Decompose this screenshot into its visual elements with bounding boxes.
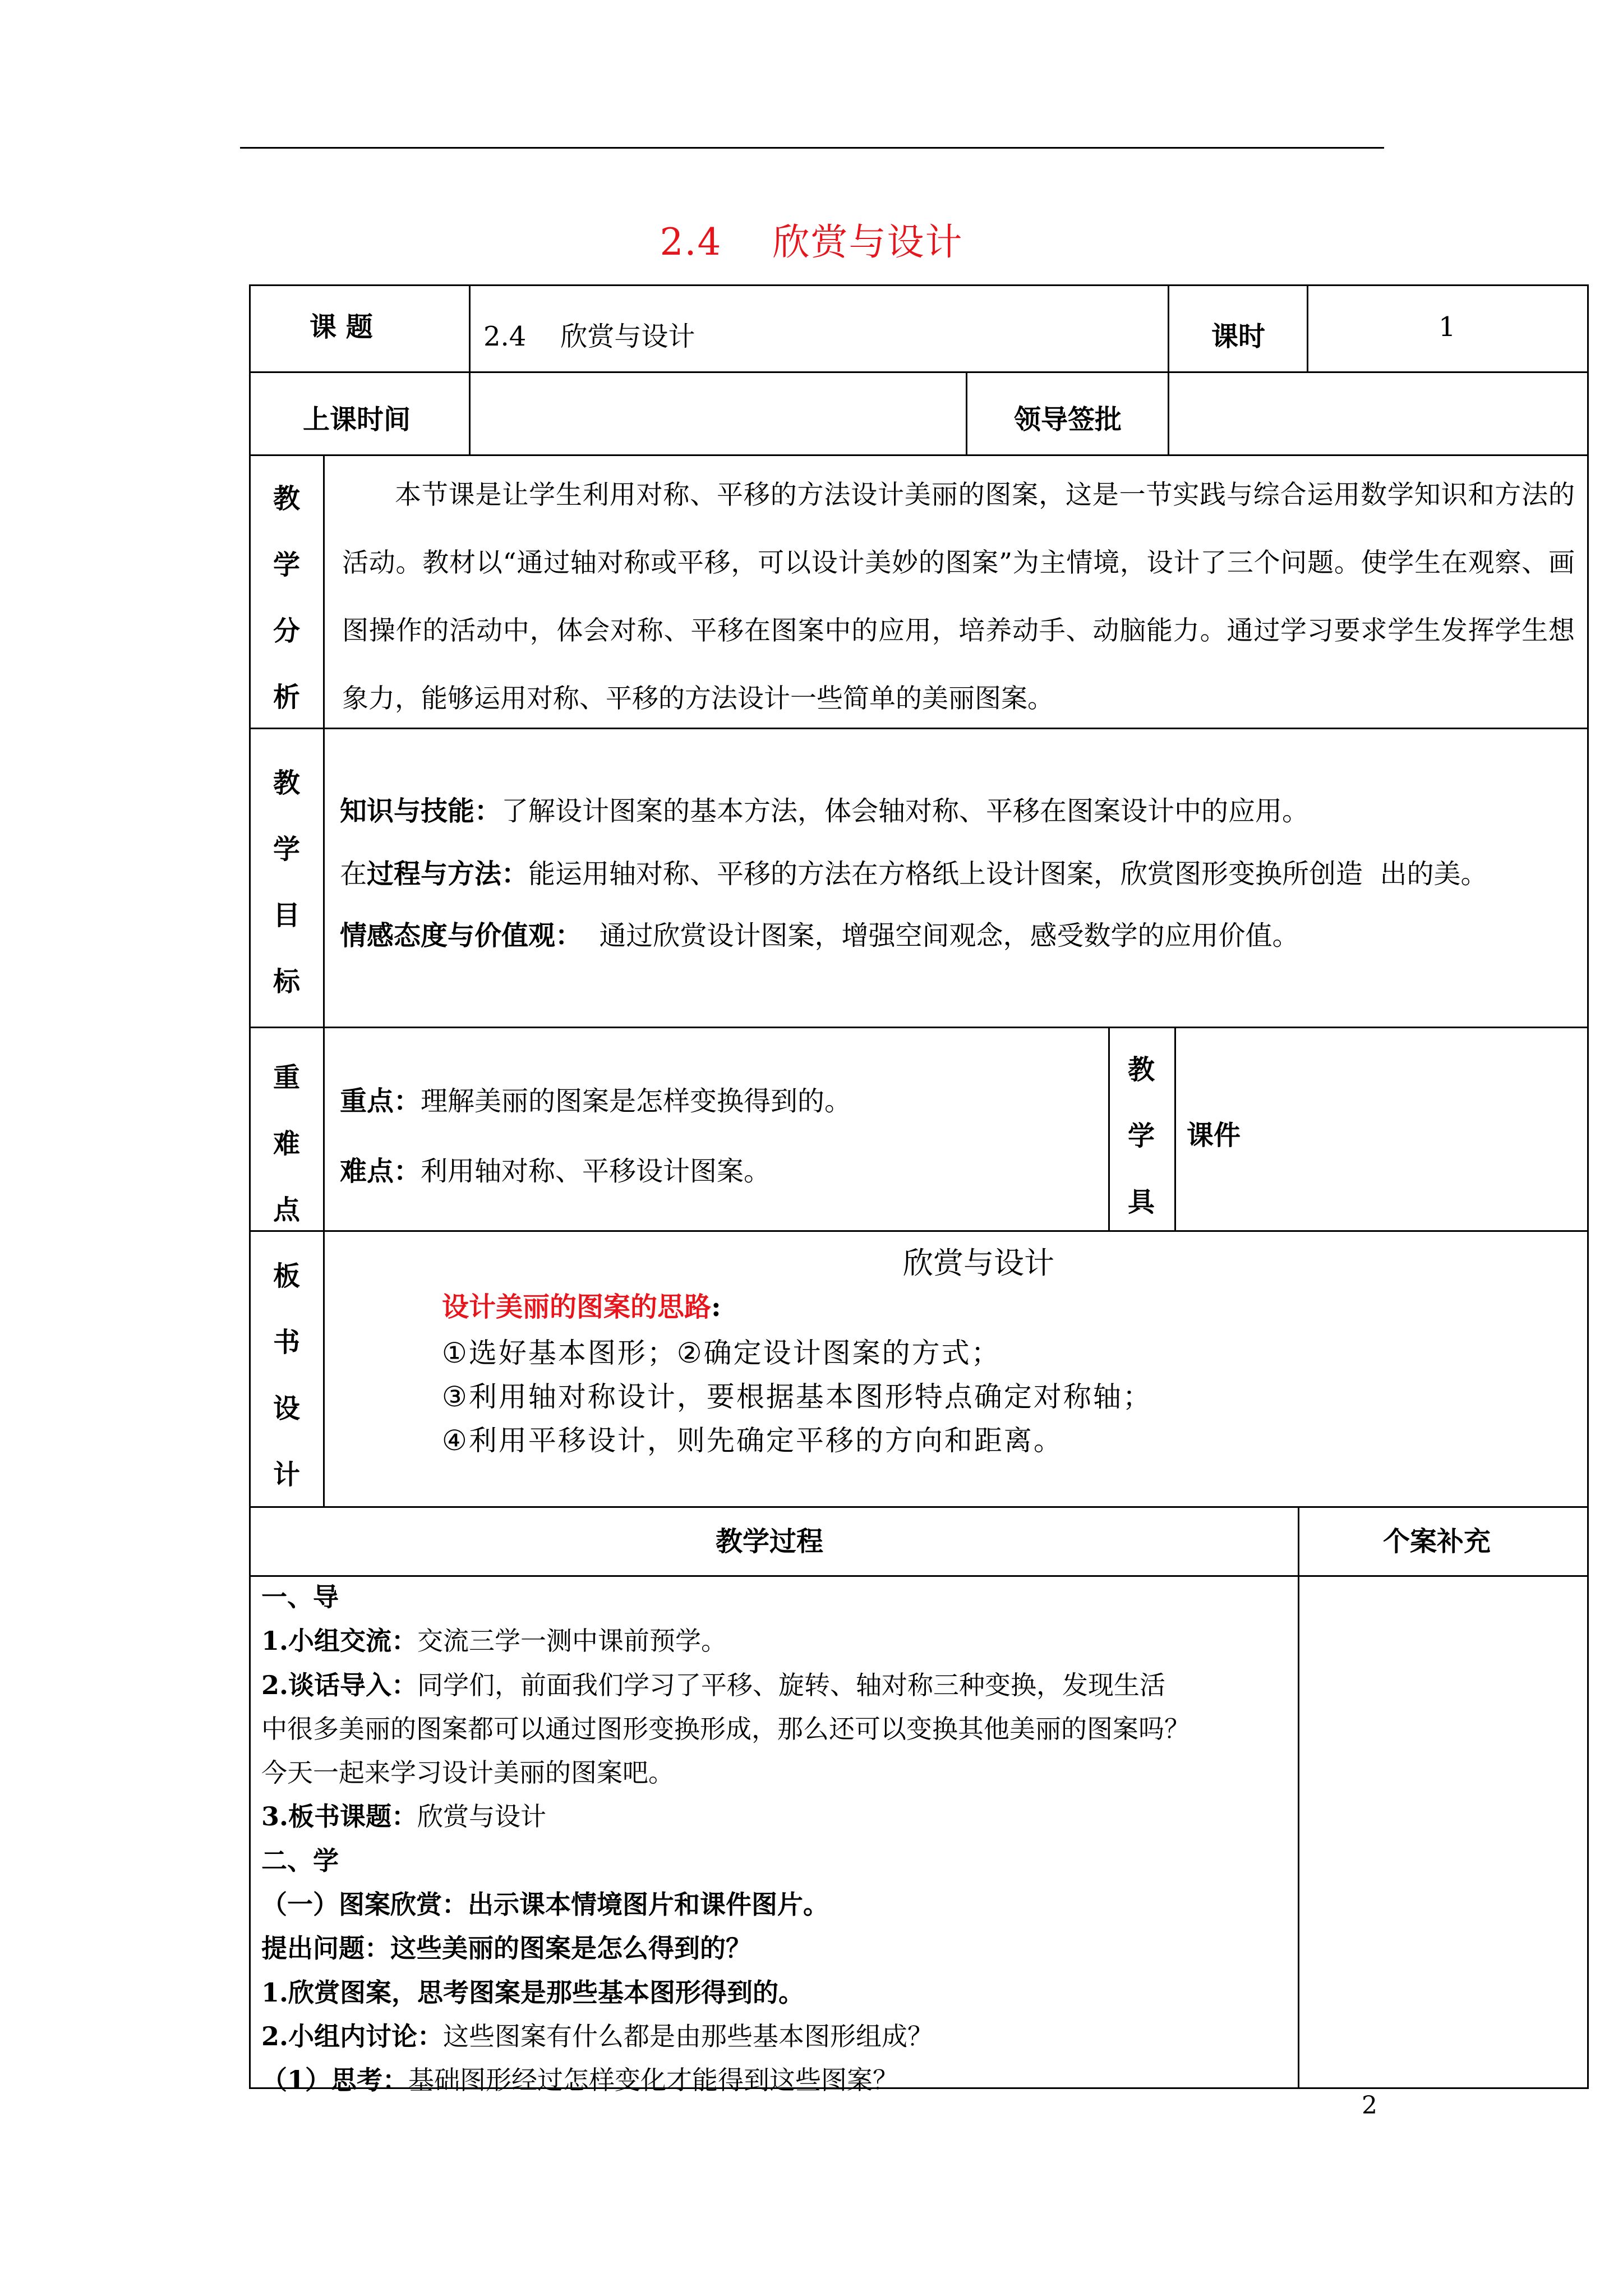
- row-divider: [249, 371, 1589, 373]
- process-line: （1）思考：基础图形经过怎样变化才能得到这些图案？: [261, 2065, 899, 2096]
- col-divider: [1168, 371, 1169, 454]
- table-border-top: [249, 284, 1589, 286]
- process-line: （一）图案欣赏：出示课本情境图片和课件图片。: [261, 1889, 829, 1920]
- topic-value: 2.4 欣赏与设计: [483, 321, 695, 352]
- goals-label: 教 学 目 标: [273, 767, 300, 997]
- goal-knowledge: 知识与技能：了解设计图案的基本方法，体会轴对称、平移在图案设计中的应用。: [340, 795, 1310, 827]
- process-line: 3.板书课题：欣赏与设计: [261, 1801, 547, 1832]
- row-divider: [249, 454, 1589, 456]
- row-divider: [249, 1027, 1589, 1028]
- board-title: 欣赏与设计: [903, 1245, 1054, 1281]
- col-divider: [469, 284, 471, 454]
- goal-emotion: 情感态度与价值观： 通过欣赏设计图案，增强空间观念，感受数学的应用价值。: [340, 920, 1299, 951]
- supplement-header: 个案补充: [1383, 1526, 1491, 1557]
- col-divider: [1174, 1027, 1176, 1230]
- board-line-3: ④利用平移设计，则先确定平移的方向和距离。: [442, 1424, 1063, 1457]
- process-line: 1.小组交流：交流三学一测中课前预学。: [261, 1626, 727, 1657]
- analysis-text: 本节课是让学生利用对称、平移的方法设计美丽的图案，这是一节实践与综合运用数学知识和方法的活动。教材以“通过轴对称或平移，可以设计美妙的图案”为主情境，设计了三个问题。使学生在观察、画图操作的活动中，体会对称、平移在图案中的应用，培养动手、动脑能力。通过学习要求学生发挥学生想象力，能够运用对称、平移的方法设计一些简单的美丽图案。: [342, 480, 1575, 714]
- col-divider: [1298, 1506, 1299, 2089]
- process-line: 提出问题：这些美丽的图案是怎么得到的？: [261, 1933, 751, 1964]
- col-divider: [323, 454, 325, 1506]
- analysis-label: 教 学 分 析: [273, 483, 300, 713]
- difficult-point: 难点：利用轴对称、平移设计图案。: [340, 1156, 771, 1187]
- class-time-label: 上课时间: [303, 404, 411, 435]
- table-border-right: [1587, 284, 1589, 2089]
- col-divider: [966, 371, 967, 454]
- page-title-text: 欣赏与设计: [772, 220, 963, 264]
- col-divider: [1307, 284, 1308, 371]
- row-divider: [249, 1506, 1589, 1508]
- page-number: 2: [1362, 2091, 1377, 2120]
- board-line-1: ①选好基本图形；②确定设计图案的方式；: [442, 1337, 1001, 1369]
- process-line: 1.欣赏图案，思考图案是那些基本图形得到的。: [261, 1977, 805, 2008]
- process-line: 中很多美丽的图案都可以通过图形变换形成，那么还可以变换其他美丽的图案吗？: [261, 1713, 1190, 1744]
- process-line: 今天一起来学习设计美丽的图案吧。: [261, 1757, 674, 1788]
- goal-process: 在过程与方法：能运用轴对称、平移的方法在方格纸上设计图案，欣赏图形变换所创造 出的美。: [340, 858, 1488, 890]
- topic-label: 课 题: [310, 311, 373, 343]
- page-title-number: 2.4: [660, 220, 722, 264]
- table-border-left: [249, 284, 251, 2089]
- col-divider: [1108, 1027, 1110, 1230]
- approval-label: 领导签批: [1014, 404, 1122, 435]
- process-line: 一、导: [261, 1582, 339, 1612]
- board-subtitle: 设计美丽的图案的思路:: [442, 1291, 721, 1323]
- col-divider: [1168, 284, 1169, 371]
- key-point: 重点：理解美丽的图案是怎样变换得到的。: [340, 1085, 852, 1117]
- header-rule: [240, 147, 1384, 149]
- hours-label: 课时: [1211, 321, 1266, 352]
- teaching-tools-value: 课件: [1187, 1120, 1241, 1151]
- teaching-tools-label: 教 学 具: [1127, 1054, 1155, 1218]
- row-divider: [249, 1230, 1589, 1232]
- process-line: 2.小组内讨论：这些图案有什么都是由那些基本图形组成？: [261, 2021, 934, 2051]
- page-title: [0, 212, 1623, 265]
- board-label: 板 书 设 计: [273, 1260, 300, 1490]
- process-content: [261, 1575, 1288, 2102]
- hours-value: 1: [1438, 311, 1456, 343]
- board-line-2: ③利用轴对称设计，要根据基本图形特点确定对称轴；: [442, 1381, 1152, 1413]
- process-line: 2.谈话导入：同学们，前面我们学习了平移、旋转、轴对称三种变换，发现生活: [261, 1669, 1166, 1700]
- process-line: 二、学: [261, 1845, 339, 1876]
- process-header: 教学过程: [716, 1526, 824, 1557]
- key-points-label: 重 难 点: [273, 1062, 300, 1226]
